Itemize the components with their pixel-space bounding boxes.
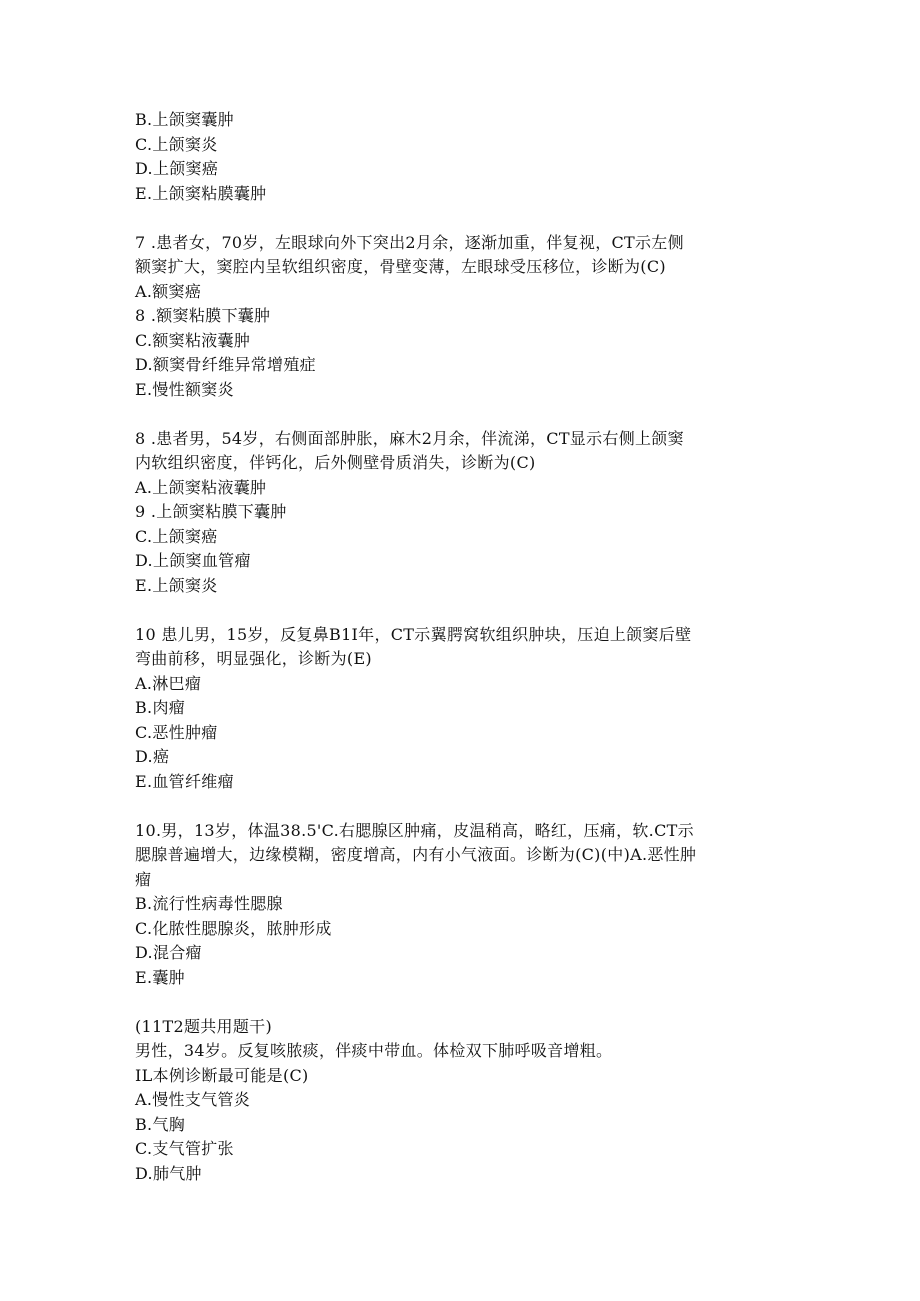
paragraph-gap [135, 794, 785, 819]
option-line: D.癌 [135, 747, 170, 766]
question-text-line: 腮腺普遍增大，边缘模糊，密度增高，内有小气液面。诊断为(C)(中)A.恶性肿 [135, 845, 697, 864]
question-text-line: 瘤 [135, 869, 152, 889]
shared-stem-header: (11T2题共用题干) [135, 1016, 272, 1036]
option-line: B.肉瘤 [135, 698, 186, 717]
question-text-line: 弯曲前移，明显强化，诊断为(E) [135, 649, 372, 668]
q9-block [135, 623, 785, 795]
question-text-line: 7 .患者女，70岁，左眼球向外下突出2月余，逐渐加重，伴复视，CT示左侧 [135, 232, 684, 252]
q7-block [135, 231, 785, 403]
paragraph-gap [135, 598, 785, 623]
q10-block [135, 819, 785, 991]
question-text-line: 额窦扩大，窦腔内呈软组织密度，骨壁变薄，左眼球受压移位，诊断为(C) [135, 257, 666, 276]
paragraph-gap [135, 990, 785, 1015]
option-line: E.血管纤维瘤 [135, 771, 234, 791]
option-line: B.气胸 [135, 1114, 186, 1134]
option-line: B.流行性病毒性腮腺 [135, 894, 283, 913]
q6-options-block [135, 108, 785, 206]
option-line: D.额窦骨纤维异常增殖症 [135, 355, 316, 374]
option-line: 9 .上颌窦粘膜下囊肿 [135, 502, 287, 521]
option-line: C.上颌窦癌 [135, 526, 218, 546]
q8-block [135, 427, 785, 599]
option-line: E.上颌窦炎 [135, 575, 218, 595]
option-line: B.上颌窦囊肿 [135, 110, 234, 129]
paragraph-gap [135, 206, 785, 231]
option-line: C.额窦粘液囊肿 [135, 330, 251, 350]
option-line: 8 .额窦粘膜下囊肿 [135, 306, 271, 325]
q11-block [135, 1015, 785, 1187]
option-line: A.额窦癌 [135, 281, 202, 301]
option-line: D.上颌窦癌 [135, 159, 219, 178]
document-page [135, 108, 785, 1186]
option-line: D.肺气肿 [135, 1163, 202, 1183]
question-text-line: 10.男，13岁，体温38.5'C.右腮腺区肿痛，皮温稍高，略红，压痛，软.CT示 [135, 820, 694, 840]
option-line: A.慢性支气管炎 [135, 1090, 251, 1109]
option-line: E.上颌窦粘膜囊肿 [135, 183, 267, 203]
option-line: D.混合瘤 [135, 943, 202, 962]
question-text-line: IL本例诊断最可能是(C) [135, 1065, 309, 1085]
option-line: E.囊肿 [135, 967, 185, 987]
option-line: C.化脓性腮腺炎，脓肿形成 [135, 918, 332, 938]
shared-stem-text: 男性，34岁。反复咳脓痰，伴痰中带血。体检双下肺呼吸音增粗。 [135, 1041, 613, 1060]
option-line: A.淋巴瘤 [135, 673, 202, 693]
option-line: A.上颌窦粘液囊肿 [135, 477, 267, 497]
option-line: C.恶性肿瘤 [135, 722, 218, 742]
option-line: C.支气管扩张 [135, 1139, 234, 1158]
question-text-line: 8 .患者男，54岁，右侧面部肿胀，麻木2月余，伴流涕，CT显示右侧上颌窦 [135, 428, 684, 448]
option-line: C.上颌窦炎 [135, 134, 218, 154]
question-text-line: 10 患儿男，15岁，反复鼻B1I年，CT示翼腭窝软组织肿块，压迫上颌窦后壁 [135, 624, 692, 644]
option-line: D.上颌窦血管瘤 [135, 551, 251, 570]
option-line: E.慢性额窦炎 [135, 379, 234, 399]
paragraph-gap [135, 402, 785, 427]
question-text-line: 内软组织密度，伴钙化，后外侧壁骨质消失，诊断为(C) [135, 453, 536, 472]
